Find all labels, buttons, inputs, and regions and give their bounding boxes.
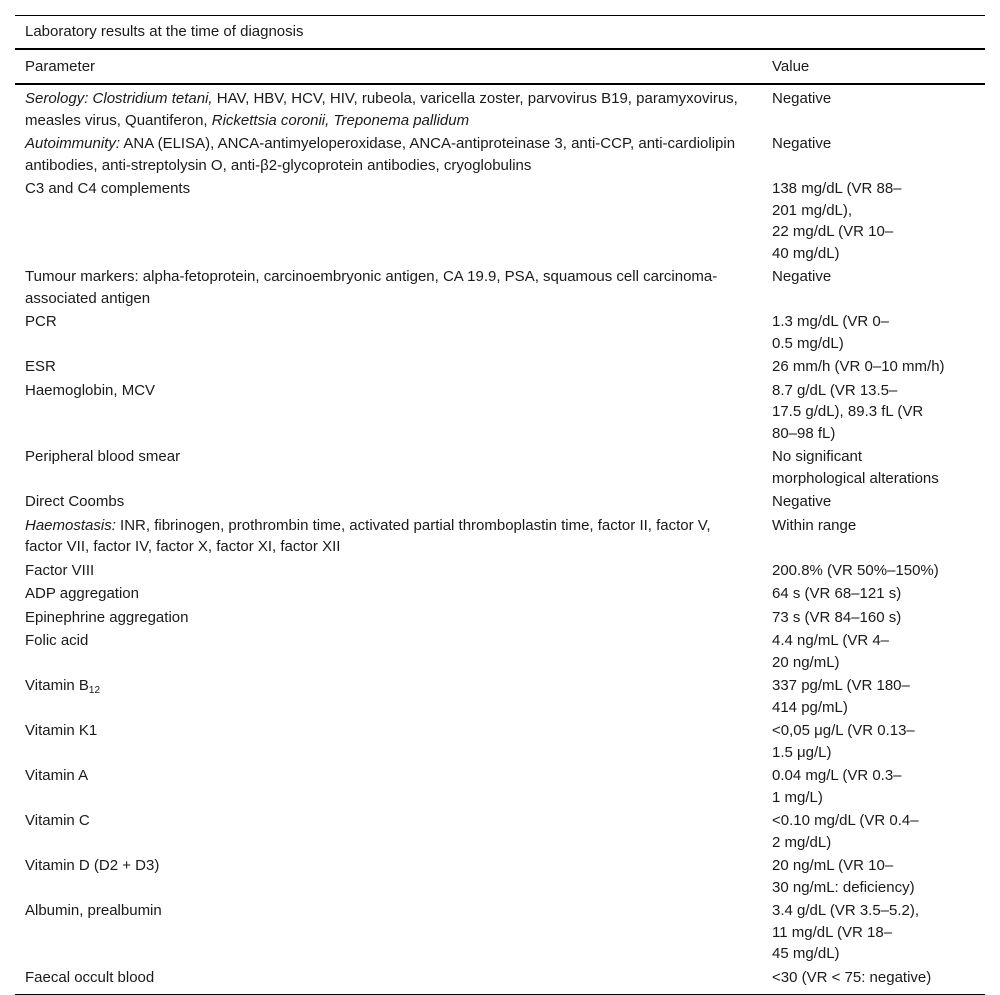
table-row — [15, 559, 985, 583]
parameter-cell: Haemoglobin, MCV — [25, 381, 156, 399]
parameter-cell: PCR — [25, 313, 57, 330]
value-line: 40 mg/dL) — [772, 244, 840, 262]
value-cell: Negative — [772, 90, 832, 107]
value-line: 80–98 fL) — [772, 424, 836, 442]
parameter-cell: ADP aggregation — [25, 585, 139, 602]
table-row — [15, 445, 985, 490]
value-cell — [762, 674, 985, 719]
value-line: 201 mg/dL), — [772, 201, 853, 219]
value-cell — [762, 899, 985, 966]
parameter-text: ANA (ELISA), ANCA-antimyeloperoxidase, ANCA-antiproteinase 3, anti-CCP, anti-cardiolipin antibodies, anti-streptolysin O, anti-β2-glycoprotein antibodies, cryoglobulins — [25, 135, 736, 174]
value-line: 4.4 ng/mL (VR 4– — [772, 632, 890, 649]
value-cell: 73 s (VR 84–160 s) — [772, 608, 902, 626]
value-line: 8.7 g/dL (VR 13.5– — [772, 381, 898, 399]
value-cell — [762, 719, 985, 764]
parameter-cell: C3 and C4 complements — [25, 180, 191, 197]
value-line: 20 ng/mL) — [772, 653, 840, 671]
value-cell — [762, 764, 985, 809]
value-line: 337 pg/mL (VR 180– — [772, 677, 910, 694]
parameter-text: Vitamin B — [25, 677, 89, 694]
table-row — [15, 490, 985, 514]
parameter-cell — [15, 514, 762, 559]
value-line: morphological alterations — [772, 469, 939, 487]
value-line: No significant — [772, 448, 863, 465]
value-cell — [762, 854, 985, 899]
parameter-text: INR, fibrinogen, prothrombin time, activated partial thromboplastin time, factor II, factor V, factor VII, factor IV, factor X, factor XI, factor XII — [25, 516, 711, 555]
header-value: Value — [762, 50, 985, 84]
parameter-cell: Vitamin K1 — [25, 722, 98, 739]
table-row — [15, 582, 985, 606]
parameter-cell: ESR — [25, 358, 56, 375]
table-row — [15, 629, 985, 674]
value-line: 2 mg/dL) — [772, 833, 832, 851]
parameter-cell — [15, 84, 762, 132]
value-cell: 200.8% (VR 50%–150%) — [772, 561, 939, 579]
value-cell — [762, 629, 985, 674]
parameter-category: Serology: Clostridium tetani, — [25, 90, 213, 107]
value-cell — [762, 177, 985, 265]
parameter-category: Autoimmunity: — [25, 135, 121, 152]
parameter-cell: Epinephrine aggregation — [25, 608, 189, 626]
parameter-subscript: 12 — [88, 685, 101, 696]
value-cell — [762, 809, 985, 854]
header-parameter: Parameter — [15, 50, 762, 84]
parameter-cell: Faecal occult blood — [25, 968, 155, 986]
table-row — [15, 379, 985, 446]
parameter-cell: Vitamin A — [25, 767, 89, 784]
value-line: 17.5 g/dL), 89.3 fL (VR — [772, 403, 924, 420]
value-line: 22 mg/dL (VR 10– — [772, 223, 894, 240]
value-line: 1.3 mg/dL (VR 0– — [772, 313, 890, 330]
value-line: 20 ng/mL (VR 10– — [772, 857, 894, 874]
parameter-cell — [15, 674, 762, 719]
value-line: 1 mg/L) — [772, 788, 823, 806]
table-row — [15, 606, 985, 630]
value-cell: Negative — [772, 135, 832, 152]
value-line: 0.5 mg/dL) — [772, 334, 844, 352]
table-row — [15, 719, 985, 764]
value-line: 11 mg/dL (VR 18– — [772, 923, 893, 941]
value-cell: Within range — [772, 516, 857, 534]
parameter-category: Haemostasis: — [25, 516, 116, 534]
value-line: 3.4 g/dL (VR 3.5–5.2), — [772, 902, 920, 919]
value-cell — [762, 379, 985, 446]
table-row — [15, 966, 985, 995]
table-row — [15, 514, 985, 559]
table-row — [15, 265, 985, 310]
value-line: 45 mg/dL) — [772, 945, 840, 962]
table-row — [15, 355, 985, 379]
value-cell: 64 s (VR 68–121 s) — [772, 585, 902, 602]
parameter-cell: Tumour markers: alpha-fetoprotein, carcinoembryonic antigen, CA 19.9, PSA, squamous cell carcinoma-associated antigen — [25, 268, 718, 307]
value-line: 0.04 mg/L (VR 0.3– — [772, 767, 902, 784]
value-cell: Negative — [772, 268, 832, 285]
value-cell — [762, 445, 985, 490]
value-line: <0.10 mg/dL (VR 0.4– — [772, 812, 919, 829]
table-row — [15, 764, 985, 809]
table-row — [15, 177, 985, 265]
value-cell: 26 mm/h (VR 0–10 mm/h) — [772, 358, 945, 375]
parameter-cell: Folic acid — [25, 632, 89, 649]
value-line: <0,05 μg/L (VR 0.13– — [772, 722, 915, 739]
table-row — [15, 899, 985, 966]
table-caption: Laboratory results at the time of diagnosis — [15, 15, 985, 50]
parameter-cell: Vitamin D (D2 + D3) — [25, 857, 160, 874]
table-row — [15, 854, 985, 899]
table-row — [15, 310, 985, 355]
value-line: 1.5 μg/L) — [772, 743, 832, 761]
parameter-cell: Peripheral blood smear — [25, 448, 181, 465]
parameter-text: HAV, HBV, HCV, HIV, rubeola, varicella zoster, parvovirus B19, paramyxovirus, measles virus, Quantiferon, — [25, 90, 738, 129]
lab-results-table — [15, 50, 985, 994]
value-cell: Negative — [772, 493, 832, 510]
table-row — [15, 132, 985, 177]
value-cell: <30 (VR < 75: negative) — [772, 968, 932, 986]
header-row — [15, 50, 985, 84]
parameter-italic-text: Rickettsia coronii, Treponema pallidum — [211, 111, 470, 129]
value-line: 138 mg/dL (VR 88– — [772, 180, 902, 197]
value-cell — [762, 310, 985, 355]
parameter-cell: Albumin, prealbumin — [25, 902, 162, 919]
parameter-cell: Factor VIII — [25, 561, 95, 579]
parameter-cell — [15, 132, 762, 177]
table-row — [15, 84, 985, 132]
parameter-cell: Vitamin C — [25, 812, 90, 829]
lab-results-table-container — [15, 0, 985, 995]
table-row — [15, 674, 985, 719]
value-line: 414 pg/mL) — [772, 698, 848, 716]
table-row — [15, 809, 985, 854]
value-line: 30 ng/mL: deficiency) — [772, 878, 915, 896]
parameter-cell: Direct Coombs — [25, 493, 125, 510]
